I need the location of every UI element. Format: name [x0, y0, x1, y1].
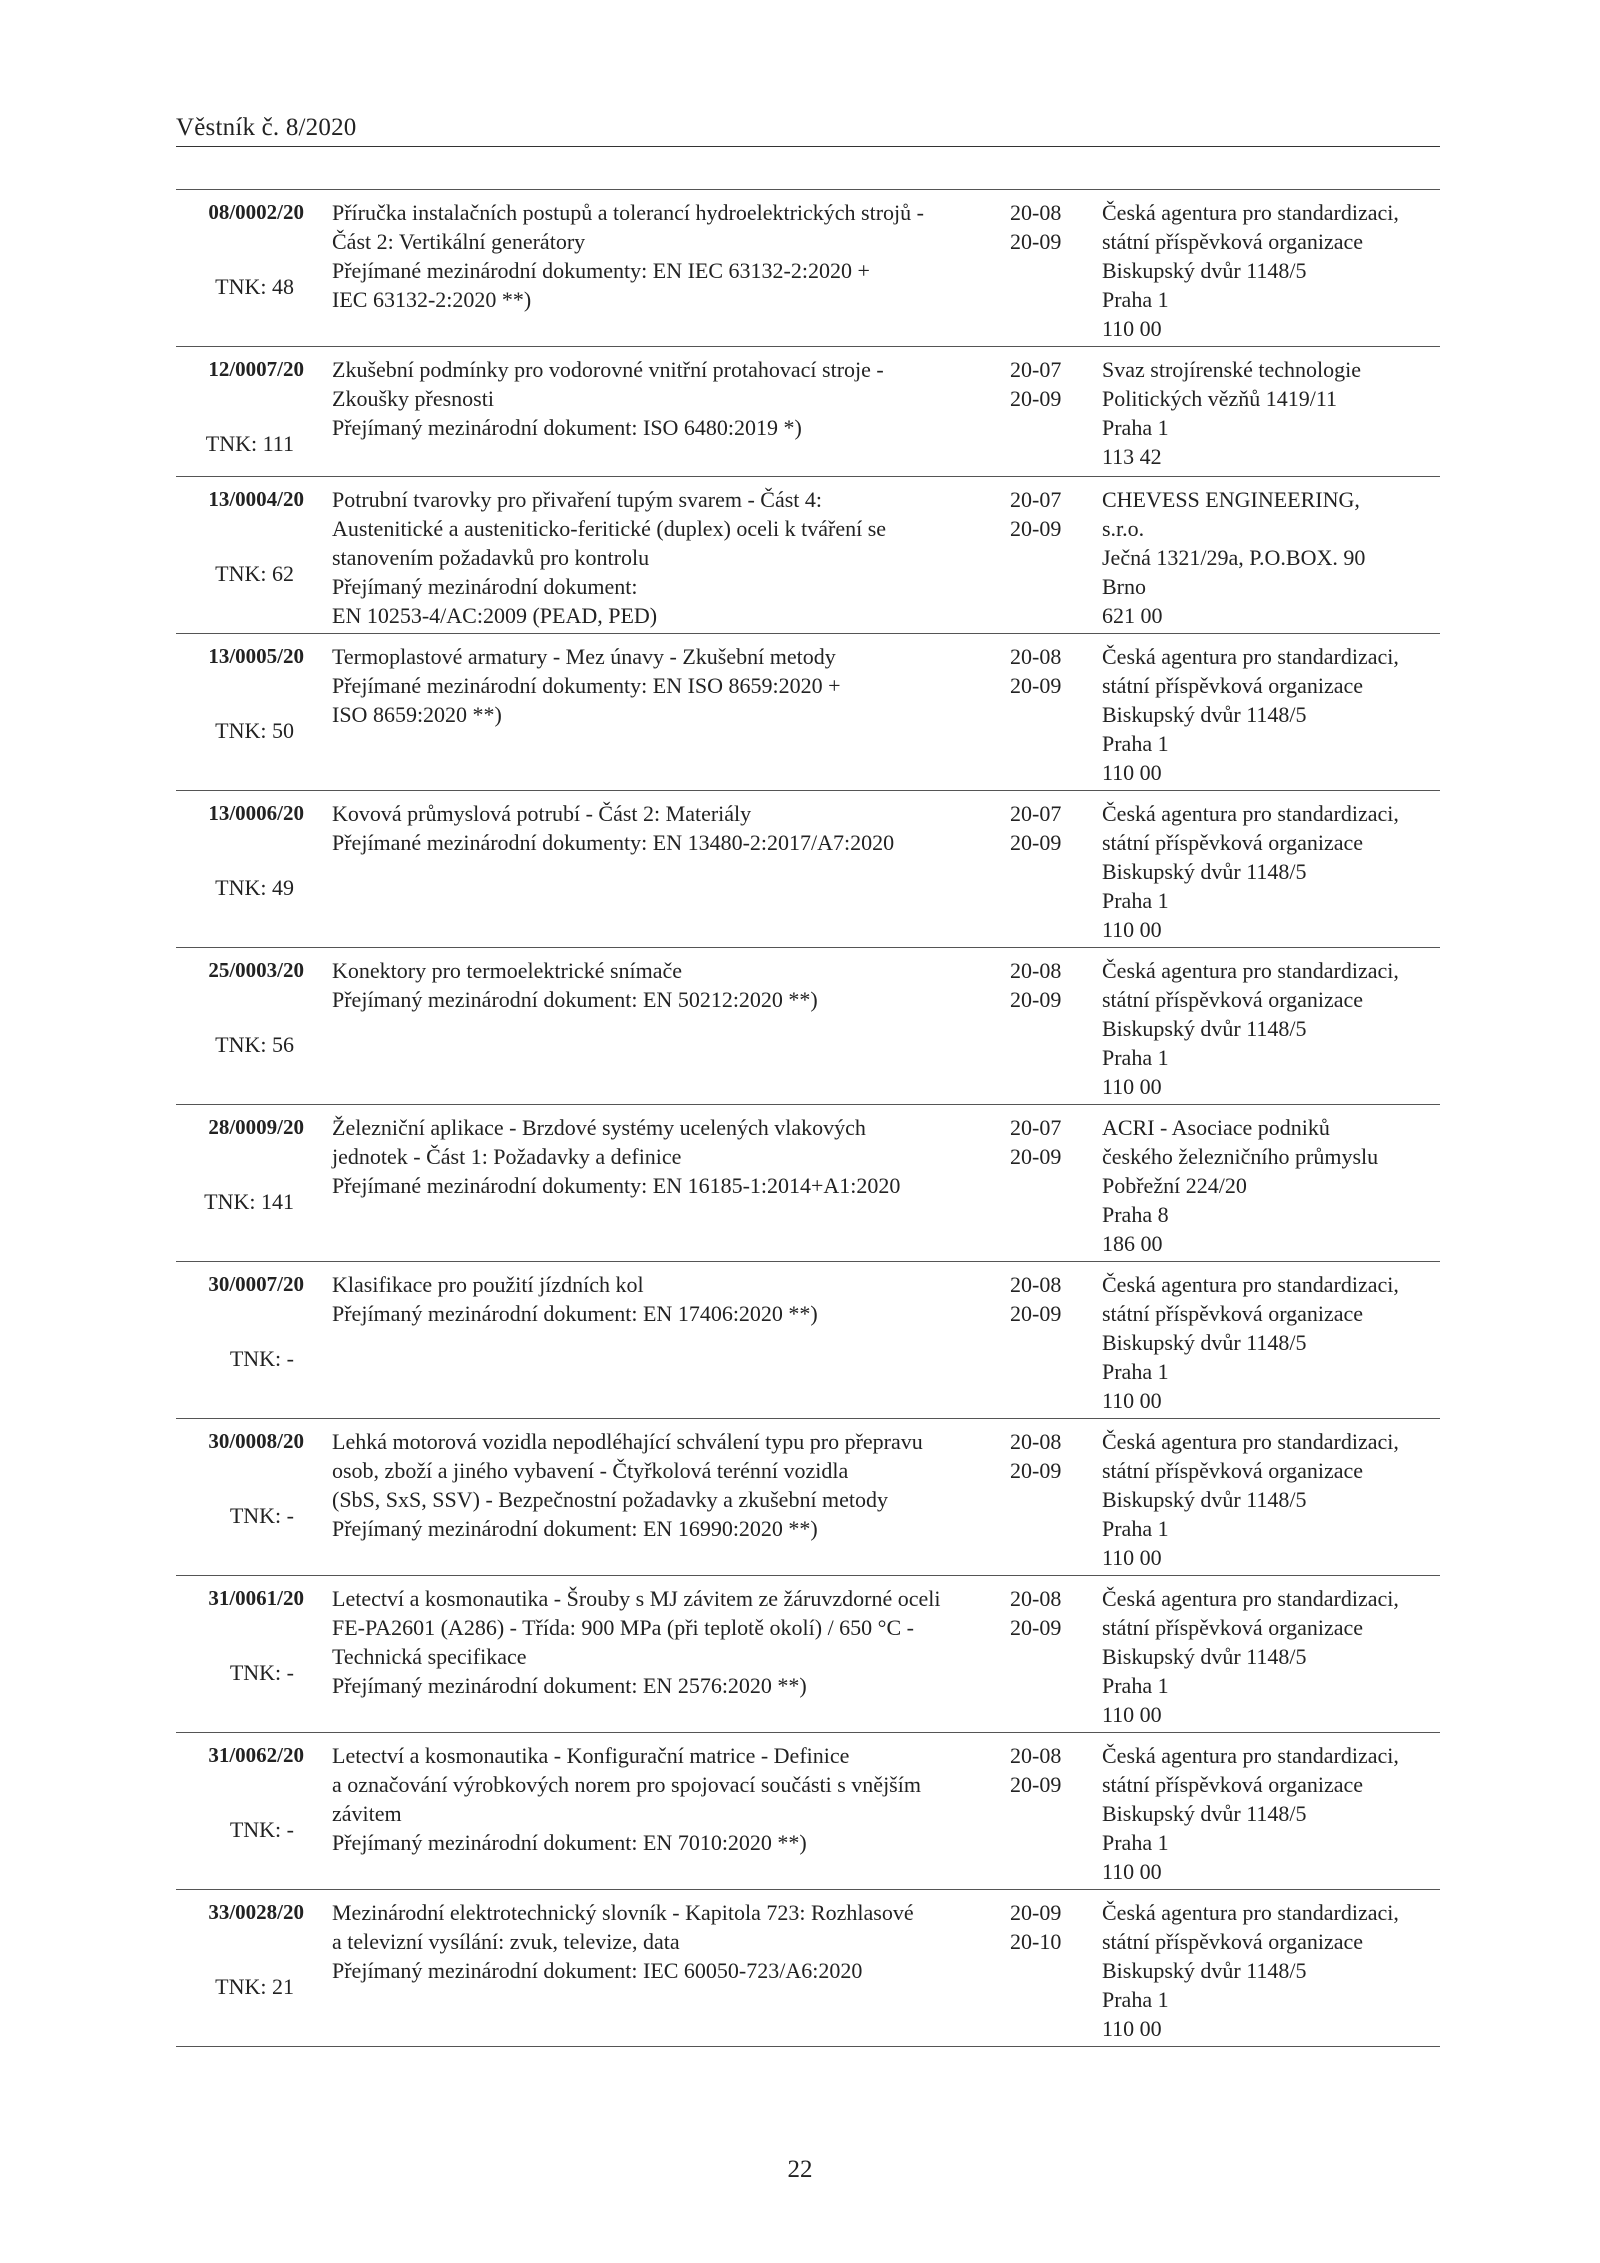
organization — [1102, 355, 1447, 471]
dates — [1010, 642, 1070, 700]
organization-line: Biskupský dvůr 1148/5 — [1102, 1644, 1307, 1669]
organization-line: CHEVESS ENGINEERING, — [1102, 487, 1360, 512]
journal-title: Věstník č. 8/2020 — [176, 114, 357, 141]
description — [332, 198, 962, 314]
organization — [1102, 485, 1447, 630]
tnk-label: TNK: - — [229, 1817, 294, 1842]
organization-line: Praha 1 — [1102, 1830, 1169, 1855]
organization-line: ACRI - Asociace podniků — [1102, 1115, 1330, 1140]
organization-line: státní příspěvková organizace — [1102, 1929, 1364, 1954]
organization-line: 110 00 — [1102, 1545, 1162, 1570]
dates-line: 20-09 — [1010, 386, 1062, 411]
dates-line: 20-08 — [1010, 200, 1062, 225]
organization-line: Praha 8 — [1102, 1202, 1169, 1227]
organization — [1102, 799, 1447, 944]
dates — [1010, 1427, 1070, 1485]
tnk-label: TNK: 49 — [215, 875, 294, 900]
document-code: 08/0002/20 — [208, 200, 304, 224]
description — [332, 799, 962, 857]
description-line: Lehká motorová vozidla nepodléhající schválení typu pro přepravu — [332, 1429, 923, 1454]
description — [332, 1741, 962, 1857]
description — [332, 1113, 962, 1200]
document-code: 31/0061/20 — [208, 1586, 304, 1610]
description-line: Zkušební podmínky pro vodorovné vnitřní protahovací stroje - — [332, 357, 884, 382]
table-row — [176, 1418, 1440, 1575]
document-code: 25/0003/20 — [208, 958, 304, 982]
organization-line: Česká agentura pro standardizaci, — [1102, 1272, 1399, 1297]
dates — [1010, 1741, 1070, 1799]
organization-line: 186 00 — [1102, 1231, 1163, 1256]
description-line: Technická specifikace — [332, 1644, 527, 1669]
description-line: závitem — [332, 1801, 402, 1826]
organization-line: 110 00 — [1102, 2016, 1162, 2041]
dates — [1010, 198, 1070, 256]
description-line: Přejímané mezinárodní dokumenty: EN 13480-2:2017/A7:2020 — [332, 830, 895, 855]
description-line: EN 10253-4/AC:2009 (PEAD, PED) — [332, 603, 658, 628]
dates-line: 20-09 — [1010, 1301, 1062, 1326]
organization-line: Česká agentura pro standardizaci, — [1102, 1586, 1399, 1611]
description-line: Část 2: Vertikální generátory — [332, 229, 586, 254]
dates-line: 20-09 — [1010, 1615, 1062, 1640]
organization — [1102, 198, 1447, 343]
description-line: Austenitické a austeniticko-feritické (duplex) oceli k tváření se — [332, 516, 887, 541]
description-line: Kovová průmyslová potrubí - Část 2: Materiály — [332, 801, 752, 826]
description-line: Přejímaný mezinárodní dokument: EN 50212:2020 **) — [332, 987, 818, 1012]
description-line: IEC 63132-2:2020 **) — [332, 287, 532, 312]
page-header — [176, 112, 1440, 147]
organization-line: Biskupský dvůr 1148/5 — [1102, 1801, 1307, 1826]
organization-line: Česká agentura pro standardizaci, — [1102, 1900, 1399, 1925]
dates-line: 20-08 — [1010, 958, 1062, 983]
organization-line: s.r.o. — [1102, 516, 1145, 541]
organization — [1102, 1113, 1447, 1258]
description-line: a televizní vysílání: zvuk, televize, data — [332, 1929, 680, 1954]
document-code: 33/0028/20 — [208, 1900, 304, 1924]
description — [332, 1584, 962, 1700]
description — [332, 1898, 962, 1985]
organization-line: Biskupský dvůr 1148/5 — [1102, 859, 1307, 884]
description-line: osob, zboží a jiného vybavení - Čtyřkolová terénní vozidla — [332, 1458, 849, 1483]
organization-line: Praha 1 — [1102, 1673, 1169, 1698]
organization-line: 110 00 — [1102, 1388, 1162, 1413]
dates-line: 20-09 — [1010, 516, 1062, 541]
organization-line: Praha 1 — [1102, 1516, 1169, 1541]
organization-line: Česká agentura pro standardizaci, — [1102, 1743, 1399, 1768]
description-line: stanovením požadavků pro kontrolu — [332, 545, 650, 570]
dates — [1010, 1270, 1070, 1328]
description-line: Letectví a kosmonautika - Šrouby s MJ závitem ze žáruvzdorné oceli — [332, 1586, 941, 1611]
organization-line: státní příspěvková organizace — [1102, 1458, 1364, 1483]
organization-line: státní příspěvková organizace — [1102, 1301, 1364, 1326]
organization-line: Praha 1 — [1102, 1987, 1169, 2012]
description — [332, 1427, 962, 1543]
organization-line: Biskupský dvůr 1148/5 — [1102, 1016, 1307, 1041]
organization-line: Ječná 1321/29a, P.O.BOX. 90 — [1102, 545, 1366, 570]
dates-line: 20-09 — [1010, 987, 1062, 1012]
document-code: 30/0007/20 — [208, 1272, 304, 1296]
organization-line: Praha 1 — [1102, 731, 1169, 756]
organization-line: 110 00 — [1102, 1702, 1162, 1727]
organization-line: Praha 1 — [1102, 1045, 1169, 1070]
table-row — [176, 1104, 1440, 1261]
tnk-label: TNK: - — [229, 1503, 294, 1528]
organization-line: státní příspěvková organizace — [1102, 1615, 1364, 1640]
standards-table — [176, 189, 1440, 2047]
dates-line: 20-08 — [1010, 1586, 1062, 1611]
description-line: Přejímaný mezinárodní dokument: EN 2576:2020 **) — [332, 1673, 807, 1698]
organization — [1102, 1270, 1447, 1415]
dates-line: 20-08 — [1010, 1272, 1062, 1297]
dates-line: 20-10 — [1010, 1929, 1062, 1954]
tnk-label: TNK: 62 — [215, 561, 294, 586]
description-line: a označování výrobkových norem pro spojovací součásti s vnějším — [332, 1772, 921, 1797]
dates-line: 20-09 — [1010, 229, 1062, 254]
tnk-label: TNK: 50 — [215, 718, 294, 743]
tnk-label: TNK: 111 — [205, 431, 294, 456]
organization-line: státní příspěvková organizace — [1102, 673, 1364, 698]
dates-line: 20-08 — [1010, 644, 1062, 669]
organization-line: Politických vězňů 1419/11 — [1102, 386, 1338, 411]
dates — [1010, 799, 1070, 857]
document-code: 13/0006/20 — [208, 801, 304, 825]
description-line: Železniční aplikace - Brzdové systémy ucelených vlakových — [332, 1115, 866, 1140]
description-line: Přejímaný mezinárodní dokument: IEC 60050-723/A6:2020 — [332, 1958, 863, 1983]
dates — [1010, 355, 1070, 413]
table-row — [176, 790, 1440, 947]
dates-line: 20-07 — [1010, 1115, 1062, 1140]
description-line: Potrubní tvarovky pro přivaření tupým svarem - Část 4: — [332, 487, 823, 512]
organization-line: státní příspěvková organizace — [1102, 830, 1364, 855]
dates-line: 20-09 — [1010, 830, 1062, 855]
description-line: Příručka instalačních postupů a tolerancí hydroelektrických strojů - — [332, 200, 924, 225]
organization — [1102, 956, 1447, 1101]
description-line: Přejímané mezinárodní dokumenty: EN IEC 63132-2:2020 + — [332, 258, 870, 283]
dates-line: 20-09 — [1010, 1458, 1062, 1483]
description-line: Přejímaný mezinárodní dokument: EN 16990:2020 **) — [332, 1516, 818, 1541]
table-row — [176, 1889, 1440, 2047]
dates-line: 20-09 — [1010, 1144, 1062, 1169]
table-row — [176, 1732, 1440, 1889]
description-line: Přejímaný mezinárodní dokument: EN 17406:2020 **) — [332, 1301, 818, 1326]
organization — [1102, 642, 1447, 787]
document-code: 13/0005/20 — [208, 644, 304, 668]
organization-line: Biskupský dvůr 1148/5 — [1102, 1487, 1307, 1512]
description — [332, 485, 962, 630]
organization-line: Biskupský dvůr 1148/5 — [1102, 1330, 1307, 1355]
organization-line: Česká agentura pro standardizaci, — [1102, 644, 1399, 669]
dates — [1010, 1584, 1070, 1642]
description-line: Termoplastové armatury - Mez únavy - Zkušební metody — [332, 644, 836, 669]
organization-line: Brno — [1102, 574, 1146, 599]
tnk-label: TNK: 56 — [215, 1032, 294, 1057]
dates-line: 20-09 — [1010, 1900, 1062, 1925]
document-code: 28/0009/20 — [208, 1115, 304, 1139]
tnk-label: TNK: 141 — [204, 1189, 294, 1214]
table-row — [176, 346, 1440, 476]
table-row — [176, 1575, 1440, 1732]
document-code: 31/0062/20 — [208, 1743, 304, 1767]
tnk-label: TNK: 21 — [215, 1974, 294, 1999]
organization — [1102, 1741, 1447, 1886]
organization-line: Praha 1 — [1102, 287, 1169, 312]
organization-line: 110 00 — [1102, 1859, 1162, 1884]
organization-line: státní příspěvková organizace — [1102, 229, 1364, 254]
organization-line: 621 00 — [1102, 603, 1163, 628]
description-line: Mezinárodní elektrotechnický slovník - Kapitola 723: Rozhlasové — [332, 1900, 914, 1925]
organization — [1102, 1898, 1447, 2043]
description-line: Konektory pro termoelektrické snímače — [332, 958, 683, 983]
organization-line: Česká agentura pro standardizaci, — [1102, 200, 1399, 225]
organization-line: českého železničního průmyslu — [1102, 1144, 1379, 1169]
description-line: (SbS, SxS, SSV) - Bezpečnostní požadavky a zkušební metody — [332, 1487, 889, 1512]
description-line: Letectví a kosmonautika - Konfigurační matrice - Definice — [332, 1743, 850, 1768]
organization — [1102, 1584, 1447, 1729]
description — [332, 355, 962, 442]
organization-line: Biskupský dvůr 1148/5 — [1102, 702, 1307, 727]
table-row — [176, 476, 1440, 633]
description — [332, 956, 962, 1014]
dates-line: 20-07 — [1010, 357, 1062, 382]
organization-line: státní příspěvková organizace — [1102, 1772, 1364, 1797]
dates-line: 20-08 — [1010, 1743, 1062, 1768]
organization-line: Pobřežní 224/20 — [1102, 1173, 1247, 1198]
description-line: Přejímaný mezinárodní dokument: — [332, 574, 638, 599]
dates-line: 20-08 — [1010, 1429, 1062, 1454]
organization-line: Praha 1 — [1102, 888, 1169, 913]
description-line: Klasifikace pro použití jízdních kol — [332, 1272, 644, 1297]
table-row — [176, 189, 1440, 346]
organization-line: 113 42 — [1102, 444, 1162, 469]
dates — [1010, 485, 1070, 543]
organization-line: státní příspěvková organizace — [1102, 987, 1364, 1012]
description-line: Přejímaný mezinárodní dokument: EN 7010:2020 **) — [332, 1830, 807, 1855]
organization-line: Česká agentura pro standardizaci, — [1102, 958, 1399, 983]
organization-line: Svaz strojírenské technologie — [1102, 357, 1362, 382]
page-number: 22 — [787, 2156, 813, 2183]
dates-line: 20-07 — [1010, 487, 1062, 512]
description-line: Přejímané mezinárodní dokumenty: EN ISO 8659:2020 + — [332, 673, 841, 698]
description-line: Přejímané mezinárodní dokumenty: EN 16185-1:2014+A1:2020 — [332, 1173, 901, 1198]
organization-line: Česká agentura pro standardizaci, — [1102, 801, 1399, 826]
document-code: 13/0004/20 — [208, 487, 304, 511]
document-code: 12/0007/20 — [208, 357, 304, 381]
description-line: FE-PA2601 (A286) - Třída: 900 MPa (při teplotě okolí) / 650 °C - — [332, 1615, 914, 1640]
organization-line: 110 00 — [1102, 917, 1162, 942]
organization-line: 110 00 — [1102, 760, 1162, 785]
description-line: jednotek - Část 1: Požadavky a definice — [332, 1144, 682, 1169]
organization-line: Praha 1 — [1102, 415, 1169, 440]
organization-line: Praha 1 — [1102, 1359, 1169, 1384]
organization — [1102, 1427, 1447, 1572]
tnk-label: TNK: - — [229, 1660, 294, 1685]
dates-line: 20-09 — [1010, 673, 1062, 698]
table-row — [176, 1261, 1440, 1418]
dates-line: 20-07 — [1010, 801, 1062, 826]
organization-line: Biskupský dvůr 1148/5 — [1102, 1958, 1307, 1983]
organization-line: 110 00 — [1102, 1074, 1162, 1099]
organization-line: Biskupský dvůr 1148/5 — [1102, 258, 1307, 283]
document-code: 30/0008/20 — [208, 1429, 304, 1453]
dates — [1010, 956, 1070, 1014]
dates — [1010, 1113, 1070, 1171]
tnk-label: TNK: - — [229, 1346, 294, 1371]
tnk-label: TNK: 48 — [215, 274, 294, 299]
table-row — [176, 633, 1440, 790]
table-row — [176, 947, 1440, 1104]
description-line: Zkoušky přesnosti — [332, 386, 494, 411]
organization-line: 110 00 — [1102, 316, 1162, 341]
description-line: Přejímaný mezinárodní dokument: ISO 6480:2019 *) — [332, 415, 802, 440]
dates — [1010, 1898, 1070, 1956]
description — [332, 642, 962, 729]
description-line: ISO 8659:2020 **) — [332, 702, 502, 727]
dates-line: 20-09 — [1010, 1772, 1062, 1797]
description — [332, 1270, 962, 1328]
organization-line: Česká agentura pro standardizaci, — [1102, 1429, 1399, 1454]
